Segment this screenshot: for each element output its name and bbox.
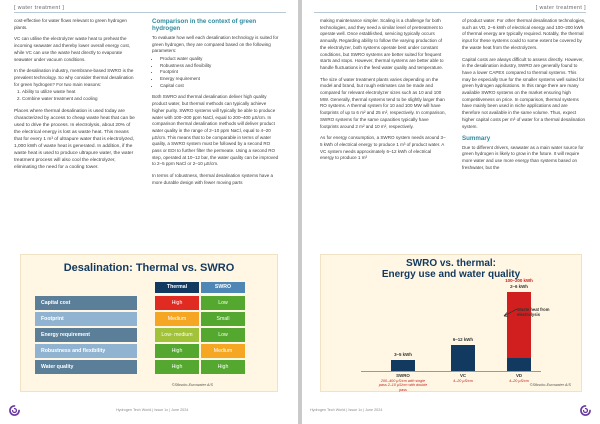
value-label-electric-vc: 6–12 kWh (452, 336, 474, 342)
paragraph: of product water. For other thermal desalination technologies, such as VD, 2–6 kWh of electrical energy and 100–200 kWh of thermal energy are typically required. Notably, the thermal input for these systems could to some extent be covered by the waste heat from the electrolyzers. (462, 18, 586, 50)
figure-subtitle: Energy use and water quality (381, 269, 521, 280)
bar-electric-swro (391, 360, 415, 371)
category-label-vd: VD (515, 373, 523, 378)
brand-logo-icon (8, 404, 21, 417)
row-label-footprint: Footprint (35, 312, 137, 326)
figure-source: ©Sfbsrko-Eurowater A/S (171, 383, 213, 387)
left-page (0, 0, 298, 424)
brand-logo-icon (579, 404, 592, 417)
row-label-capital-cost: Capital cost (35, 296, 137, 310)
paragraph: In terms of robustness, thermal desalination systems have a more durable design with fewer moving parts (152, 173, 274, 185)
paragraph: making maintenance simpler. Scaling is a challenge for both technologies, and they need a similar level of pretreatment to operate well. Once established, servicing typically occurs annually. Regarding ability to follow the varying production of the electrolyzer, both systems operate best under constant conditions, but SWRO systems are better suited for frequent starts and stops. However, thermal systems are better able to handle fluctuations in the feed water quality and temperature. (320, 18, 444, 70)
header-rule (14, 12, 286, 13)
right-column-2 (462, 18, 586, 176)
paragraph: In the desalination industry, membrane-based SWRO is the prevalent technology. So why consider thermal desalination for green hydrogen? For two main reasons: (14, 68, 134, 87)
cell-swro-capital-cost: Low (201, 296, 245, 310)
energy-chart-figure (320, 254, 582, 392)
list-item: • Energy requirement (160, 76, 280, 83)
cell-thermal-water-quality: High (155, 360, 199, 374)
paragraph: cost-effective for water flows relevant to green hydrogen plants. (14, 18, 127, 30)
figure-source: ©Sfbsrko-Eurowater A/S (529, 383, 571, 387)
right-page (302, 0, 600, 424)
cell-swro-energy-requirement: Low (201, 328, 245, 342)
cell-thermal-footprint: Medium (155, 312, 199, 326)
quality-label-vc: 4–20 µS/cm (453, 379, 473, 383)
list-item: • Product water quality (160, 56, 280, 63)
left-column-2 (152, 18, 280, 192)
cell-swro-water-quality: High (201, 360, 245, 374)
list-item: • Footprint (160, 69, 280, 76)
paragraph: Places where thermal desalination is used today are characterized by access to cheap waste heat that can be used to drive the process. In electrolysis, about 20% of the electrical energy is lost as waste heat. This means that for every 1 m³ of ultrapure water that is electrolyzed, 1,000 kWh of waste heat is generated. In addition, if the waste heat is used to produce ultrapure water, the water treatment process will also cool the electrolyzer, eliminating the need for a cooling tower. (14, 108, 135, 170)
paragraph: Both SWRO and thermal desalination deliver high quality product water, but thermal methods can typically achieve higher purity. SWRO systems will typically be able to produce water with 100–200 ppm NaCl, equal to 200–400 µS/cm. In comparison thermal desalination methods will deliver product water quality in the range of 2–10 ppm NaCl, equal to 4–20 µS/cm. This means that to be comparable in terms of water quality, a SWRO system must be followed by a second RO pass or EDI to further filter the permeate. Using a second RO step, operated at 10–12 bar, the water quality can be improved to 2–5 ppm NaCl or 2–10 µS/cm. (152, 94, 279, 167)
row-label-energy-requirement: Energy requirement (35, 328, 137, 342)
paragraph: VC can utilise the electrolyzer waste heat to preheat the incoming seawater and thereby lower overall energy cost, while VC can use the waste heat directly to evaporate seawater under vacuum conditions. (14, 36, 131, 62)
page-footer: Hydrogen Tech World | Issue 1x | June 2024 (310, 408, 383, 412)
left-column-1 (14, 18, 136, 176)
bar-electric-vd (507, 358, 531, 371)
value-label-electric-swro: 3–5 kWh (394, 352, 412, 357)
section-heading: Summary (462, 135, 491, 143)
cell-swro-footprint: Small (201, 312, 245, 326)
row-label-robustness: Robustness and flexibility (35, 344, 137, 358)
cell-thermal-energy-requirement: Low- medium (155, 328, 199, 342)
category-label-vc: VC (459, 373, 467, 378)
comparison-figure (20, 254, 278, 392)
paragraph: The size of water treatment plants varies depending on the model and brand, but rough estimates can be made and compared for relevant electrolyzer sizes such as 10 and 100 MW. Generally, thermal systems tend to be slightly larger than RO systems. A thermal system for 10 and 100 MW will have footprints of up to 6 m² and 25 m², respectively. In comparison, SWRO systems for the same capacities typically have footprints around 2 m² and 10 m², respectively. (320, 76, 446, 129)
waste-heat-annotation: Waste heat from electrolysis (517, 307, 550, 317)
section-heading: Comparison in the context of green hydrogen (152, 18, 257, 33)
figure-title: Desalination: Thermal vs. SWRO (63, 262, 235, 274)
page-footer: Hydrogen Tech World | Issue 1x | June 2024 (116, 408, 189, 412)
bar-heat-vd (507, 292, 531, 358)
header-rule (314, 12, 586, 13)
section-tag: [ water treatment ] (14, 5, 65, 11)
cell-swro-robustness: Medium (201, 344, 245, 358)
section-tag: [ water treatment ] (535, 5, 586, 11)
bar-electric-vc (451, 345, 475, 371)
row-label-water-quality: Water quality (35, 360, 137, 374)
paragraph: Capital costs are always difficult to assess directly. However, in the desalination industry, SWRO are generally found to have a lower CAPEX compared to thermal systems. This may be especially true for the smaller systems well suited for green hydrogen applications. In this range there are many available SWRO systems on the market ensuring high competitiveness on price. In comparison, thermal systems have mainly been used in niche applications and are therefore not available in the same volume. Thus, expect higher capital costs per m³ of water for a thermal desalination system. (462, 56, 586, 129)
figure-title: SWRO vs. thermal: (405, 258, 497, 269)
paragraph: To evaluate how well each desalination technology is suited for green hydrogen, they are compared based on the following parameters: (152, 34, 279, 54)
column-header-swro: SWRO (201, 282, 245, 293)
parameters-list (152, 56, 280, 90)
list-item: • Robustness and flexibility (160, 63, 280, 70)
value-label-heat-vd: 100–200 kWh (505, 277, 533, 283)
chart-area (321, 255, 583, 393)
list-item: • Capital cost (160, 83, 280, 90)
paragraph: Due to different drivers, seawater as a main water source for green hydrogen is likely to grow in the future. It will require more water and use more energy than systems based on freshwater, but the (462, 144, 584, 170)
value-label-electric-vd: 2–6 kWh (510, 283, 528, 289)
reasons-list (14, 89, 136, 102)
cell-thermal-robustness: High (155, 344, 199, 358)
paragraph: As for energy consumption, a SWRO system needs around 3–5 kWh of electrical energy to produce 1 m³ of product water. A VC system needs approximately 6–12 kWh of electrical energy to produce 1 m³ (320, 135, 446, 161)
cell-thermal-capital-cost: High (155, 296, 199, 310)
category-label-swro: SWRO (396, 373, 410, 378)
quality-label-vd: 4–20 µS/cm (509, 379, 529, 383)
list-item: 2. Combine water treatment and cooling (22, 96, 136, 103)
column-header-thermal: Thermal (155, 282, 199, 293)
right-column-1 (320, 18, 446, 167)
chart-baseline (361, 371, 541, 372)
quality-label-swro: 200–400 µS/cm with single pass 2–10 µS/cm with double pass (378, 379, 428, 392)
arrow-icon (501, 307, 519, 319)
list-item: 1. Ability to utilize waste heat (22, 89, 136, 96)
